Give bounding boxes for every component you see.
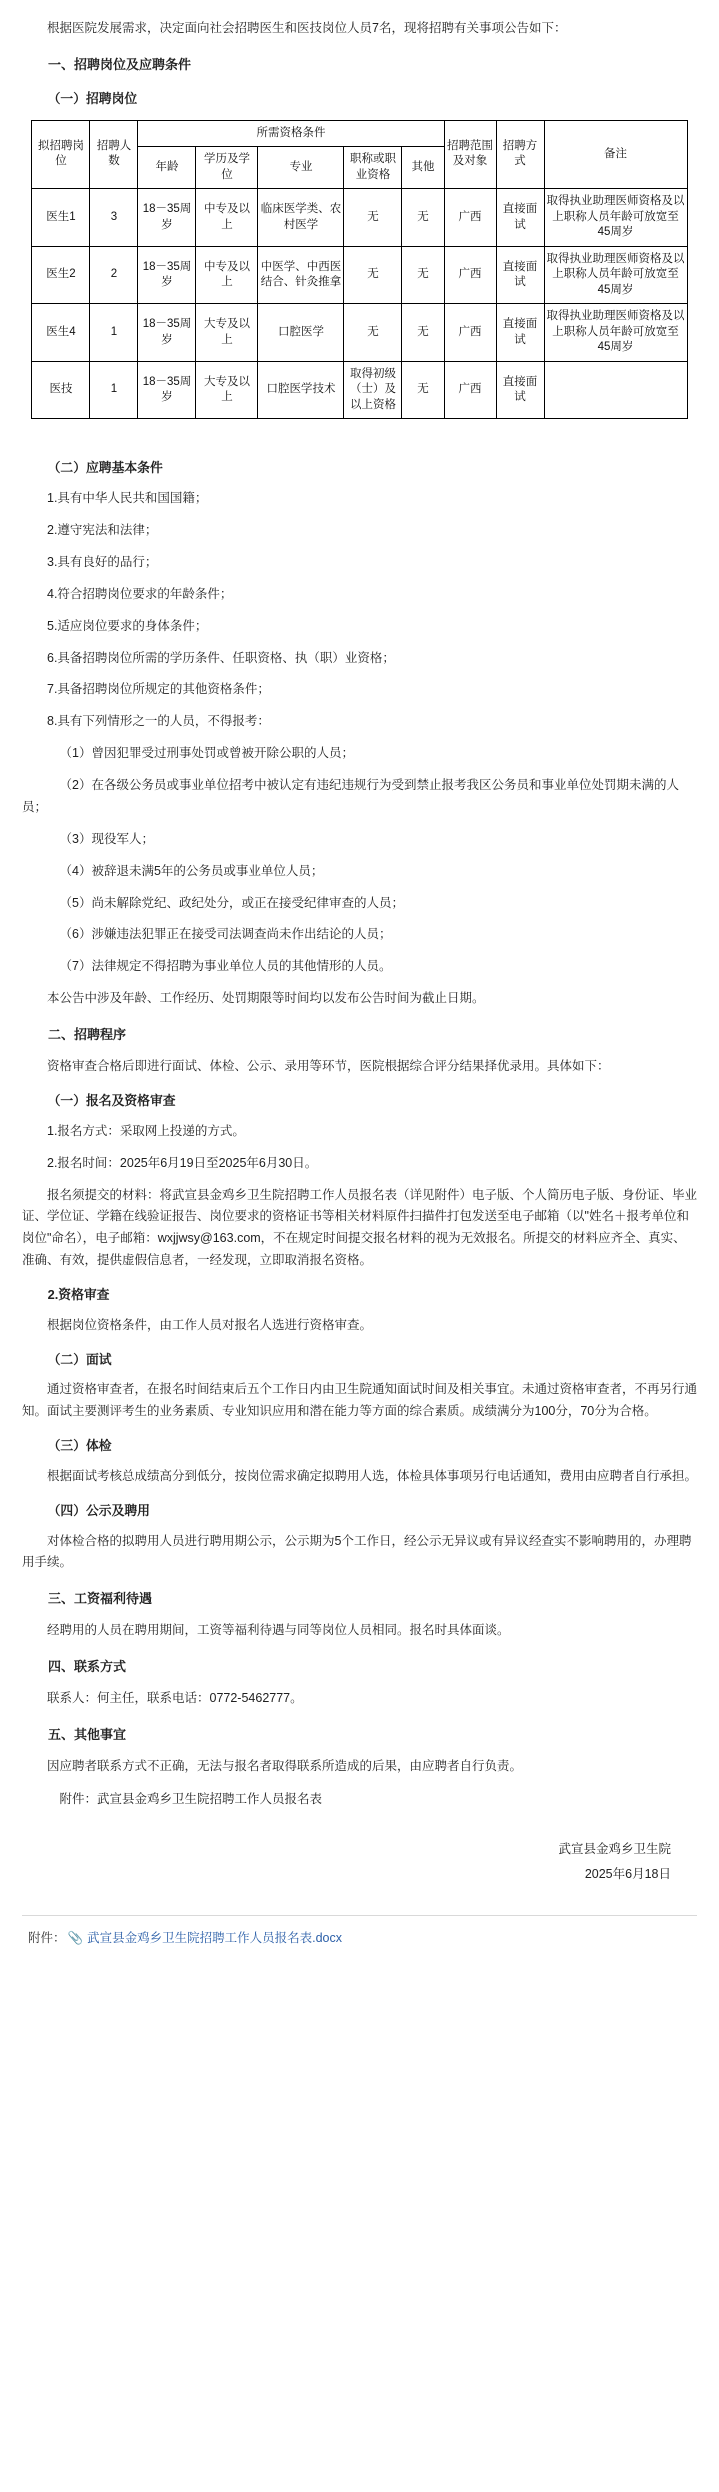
deadline-note: 本公告中涉及年龄、工作经历、处罚期限等时间均以发布公告时间为截止日期。	[47, 991, 485, 1006]
condition-6: 6.具备招聘岗位所需的学历条件、任职资格、执（职）业资格；	[47, 650, 395, 665]
condition-3: 3.具有良好的品行；	[47, 554, 158, 569]
th-post: 拟招聘岗位	[32, 120, 90, 189]
th-method: 招聘方式	[496, 120, 544, 189]
section-heading-1: 一、招聘岗位及应聘条件	[48, 56, 192, 72]
cell-age: 18－35周岁	[138, 246, 196, 304]
cell-method: 直接面试	[496, 189, 544, 247]
apply-method: 1.报名方式：采取网上投递的方式。	[47, 1123, 245, 1138]
section-heading-2-4: （三）体检	[47, 1438, 112, 1454]
condition-5: 5.适应岗位要求的身体条件；	[47, 618, 208, 633]
exclusion-1: （1）曾因犯罪受过刑事处罚或曾被开除公职的人员；	[59, 746, 354, 761]
attachment-note: 附件：武宣县金鸡乡卫生院招聘工作人员报名表	[59, 1792, 323, 1807]
exclusion-2: （2）在各级公务员或事业单位招考中被认定有违纪违规行为受到禁止报考我区公务员和事业单位处罚期未满的人员；	[22, 778, 679, 814]
th-age: 年龄	[138, 147, 196, 189]
section-heading-2-3: （二）面试	[47, 1351, 112, 1367]
cell-remark: 取得执业助理医师资格及以上职称人员年龄可放宽至45周岁	[544, 189, 687, 247]
table-row	[32, 189, 687, 247]
cell-education: 大专及以上	[196, 304, 258, 362]
condition-2: 2.遵守宪法和法律；	[47, 523, 158, 538]
exclusion-4: （4）被辞退未满5年的公务员或事业单位人员；	[59, 863, 324, 878]
cell-method: 直接面试	[496, 246, 544, 304]
section-heading-3: 三、工资福利待遇	[48, 1591, 153, 1607]
cell-other: 无	[402, 189, 444, 247]
cell-age: 18－35周岁	[138, 361, 196, 419]
cell-post: 医生2	[32, 246, 90, 304]
attachment-bar	[22, 1915, 697, 1960]
th-title: 职称或职业资格	[344, 147, 402, 189]
section-heading-2-2: 2.资格审查	[47, 1287, 110, 1303]
section-heading-2: 二、招聘程序	[48, 1027, 127, 1043]
cell-remark: 取得执业助理医师资格及以上职称人员年龄可放宽至45周岁	[544, 304, 687, 362]
th-qualify-group: 所需资格条件	[138, 120, 444, 147]
cell-other: 无	[402, 304, 444, 362]
cell-title: 无	[344, 304, 402, 362]
cell-major: 中医学、中西医结合、针灸推拿	[258, 246, 344, 304]
salary-text: 经聘用的人员在聘用期间，工资等福利待遇与同等岗位人员相同。报名时具体面谈。	[47, 1623, 510, 1638]
contact-text: 联系人：何主任，联系电话：0772-5462777。	[47, 1691, 303, 1706]
interview-text: 通过资格审查者，在报名时间结束后五个工作日内由卫生院通知面试时间及相关事宜。未通过资格审查者，不再另行通知。面试主要测评考生的业务素质、专业知识应用和潜在能力等方面的综合素质。成绩满分为100分，70分为合格。	[22, 1382, 698, 1419]
apply-materials: 报名须提交的材料：将武宣县金鸡乡卫生院招聘工作人员报名表（详见附件）电子版、个人简历电子版、身份证、毕业证、学位证、学籍在线验证报告、岗位要求的资格证书等相关材料原件扫描件打包发送至电子邮箱（以"姓名＋报考单位和岗位"命名），电子邮箱：wxjjwsy@163.com，不在规定时间提交报名材料的视为无效报名。所提交的材料应齐全、真实、准确、有效，提供虚假信息者，一经发现，立即取消报名资格。	[22, 1187, 698, 1268]
signature-date: 2025年6月18日	[584, 1867, 671, 1882]
cell-scope: 广西	[444, 361, 496, 419]
section-heading-2-1: （一）报名及资格审查	[47, 1093, 176, 1109]
cell-major: 口腔医学	[258, 304, 344, 362]
condition-7: 7.具备招聘岗位所规定的其他资格条件；	[47, 682, 270, 697]
cell-other: 无	[402, 246, 444, 304]
section-heading-1-1: （一）招聘岗位	[47, 90, 138, 106]
paperclip-icon: 📎	[67, 1931, 84, 1946]
cell-post: 医生4	[32, 304, 90, 362]
section-heading-5: 五、其他事宜	[48, 1727, 127, 1743]
cell-scope: 广西	[444, 304, 496, 362]
cell-post: 医技	[32, 361, 90, 419]
procedure-intro: 资格审查合格后即进行面试、体检、公示、录用等环节，医院根据综合评分结果择优录用。具体如下：	[47, 1059, 610, 1074]
cell-remark	[544, 361, 687, 419]
other-text: 因应聘者联系方式不正确，无法与报名者取得联系所造成的后果，由应聘者自行负责。	[47, 1759, 523, 1774]
cell-title: 取得初级（士）及以上资格	[344, 361, 402, 419]
section-heading-4: 四、联系方式	[48, 1659, 127, 1675]
attachment-file-link[interactable]: 武宣县金鸡乡卫生院招聘工作人员报名表.docx	[87, 1931, 342, 1946]
exclusion-6: （6）涉嫌违法犯罪正在接受司法调查尚未作出结论的人员；	[59, 927, 392, 942]
cell-count: 1	[90, 304, 138, 362]
condition-4: 4.符合招聘岗位要求的年龄条件；	[47, 586, 233, 601]
section-heading-2-5: （四）公示及聘用	[47, 1502, 150, 1518]
exclusion-5: （5）尚未解除党纪、政纪处分，或正在接受纪律审查的人员；	[59, 895, 404, 910]
cell-major: 口腔医学技术	[258, 361, 344, 419]
cell-count: 1	[90, 361, 138, 419]
th-count: 招聘人数	[90, 120, 138, 189]
cell-title: 无	[344, 246, 402, 304]
cell-remark: 取得执业助理医师资格及以上职称人员年龄可放宽至45周岁	[544, 246, 687, 304]
exclusion-7: （7）法律规定不得招聘为事业单位人员的其他情形的人员。	[59, 959, 392, 974]
cell-major: 临床医学类、农村医学	[258, 189, 344, 247]
section-heading-1-2: （二）应聘基本条件	[47, 460, 163, 476]
cell-education: 中专及以上	[196, 246, 258, 304]
table-row	[32, 246, 687, 304]
cell-education: 中专及以上	[196, 189, 258, 247]
physical-text: 根据面试考核总成绩高分到低分，按岗位需求确定拟聘用人选，体检具体事项另行电话通知，费用由应聘者自行承担。	[47, 1468, 698, 1483]
signature-org: 武宣县金鸡乡卫生院	[558, 1842, 671, 1857]
cell-other: 无	[402, 361, 444, 419]
condition-1: 1.具有中华人民共和国国籍；	[47, 491, 208, 506]
th-scope: 招聘范围及对象	[444, 120, 496, 189]
table-gap	[22, 419, 697, 445]
condition-8: 8.具有下列情形之一的人员，不得报考：	[47, 714, 270, 729]
th-education: 学历及学位	[196, 147, 258, 189]
cell-post: 医生1	[32, 189, 90, 247]
th-major: 专业	[258, 147, 344, 189]
cell-title: 无	[344, 189, 402, 247]
cell-method: 直接面试	[496, 304, 544, 362]
cell-age: 18－35周岁	[138, 189, 196, 247]
cell-scope: 广西	[444, 189, 496, 247]
intro-paragraph: 根据医院发展需求，决定面向社会招聘医生和医技岗位人员7名，现将招聘有关事项公告如下：	[47, 21, 567, 35]
apply-time: 2.报名时间：2025年6月19日至2025年6月30日。	[47, 1155, 318, 1170]
th-remark: 备注	[544, 120, 687, 189]
review-text: 根据岗位资格条件，由工作人员对报名人选进行资格审查。	[47, 1317, 373, 1332]
cell-count: 3	[90, 189, 138, 247]
cell-age: 18－35周岁	[138, 304, 196, 362]
table-row	[32, 361, 687, 419]
table-row	[32, 304, 687, 362]
publicity-text: 对体检合格的拟聘用人员进行聘用期公示，公示期为5个工作日，经公示无异议或有异议经查实不影响聘用的，办理聘用手续。	[22, 1533, 692, 1570]
attachment-prefix: 附件：	[28, 1931, 66, 1946]
recruitment-table	[31, 120, 687, 420]
cell-education: 大专及以上	[196, 361, 258, 419]
signature-block	[22, 1837, 671, 1887]
cell-scope: 广西	[444, 246, 496, 304]
cell-method: 直接面试	[496, 361, 544, 419]
cell-count: 2	[90, 246, 138, 304]
exclusion-3: （3）现役军人；	[59, 831, 154, 846]
th-other: 其他	[402, 147, 444, 189]
